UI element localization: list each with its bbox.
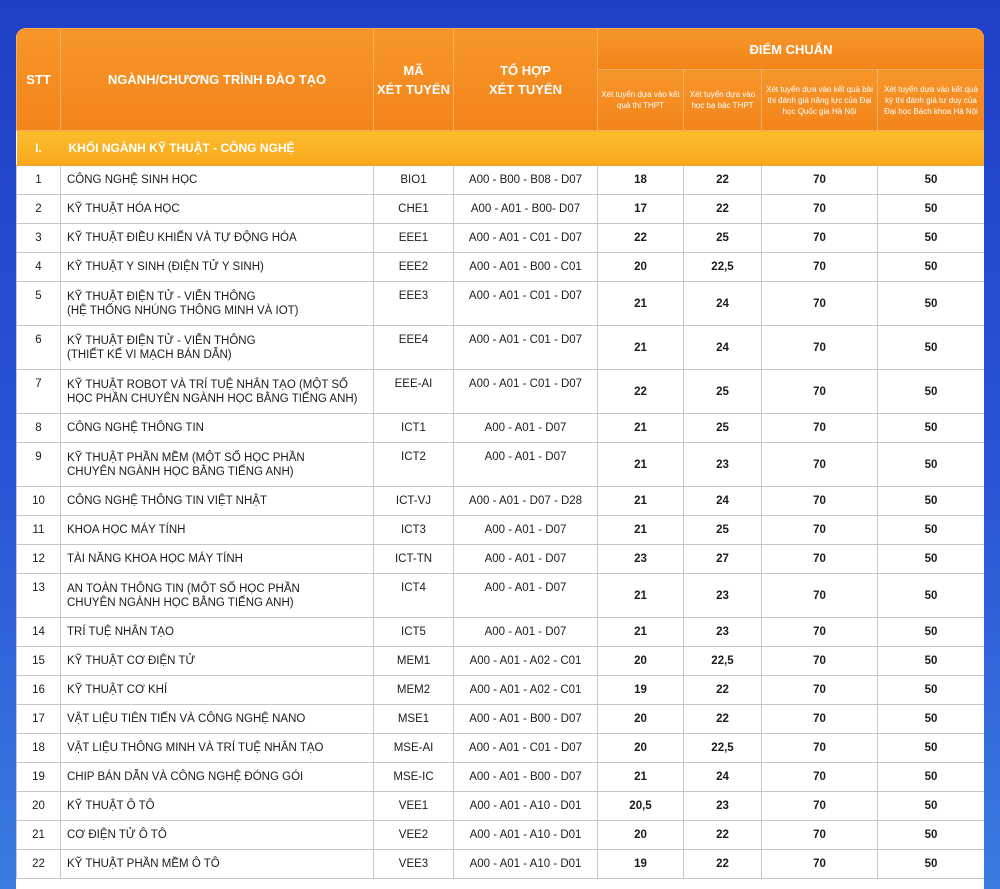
- row-code: ICT2: [374, 443, 454, 487]
- row-program-name: [61, 253, 374, 282]
- row-code: VEE2: [374, 821, 454, 850]
- row-stt: 18: [17, 734, 61, 763]
- row-program-name: [61, 618, 374, 647]
- table-row: [17, 850, 985, 879]
- row-score-hocba: 22: [684, 821, 762, 850]
- row-program-name-line2: HỌC PHẦN CHUYÊN NGÀNH HỌC BẰNG TIẾNG ANH): [67, 392, 358, 405]
- row-combo: A00 - A01 - D07: [454, 443, 598, 487]
- row-combo: A00 - A01 - C01 - D07: [454, 734, 598, 763]
- row-score-thpt: 20: [598, 253, 684, 282]
- row-program-name: [61, 763, 374, 792]
- row-score-dgtd: 50: [878, 443, 985, 487]
- row-code: ICT4: [374, 574, 454, 618]
- table-row: [17, 574, 985, 618]
- row-score-hocba: 22: [684, 676, 762, 705]
- row-stt: 11: [17, 516, 61, 545]
- row-score-dgnl: 70: [762, 676, 878, 705]
- row-score-thpt: 21: [598, 443, 684, 487]
- row-code: EEE-AI: [374, 370, 454, 414]
- row-stt: 1: [17, 166, 61, 195]
- row-program-name: [61, 414, 374, 443]
- row-combo: A00 - A01 - D07: [454, 618, 598, 647]
- row-code: ICT-TN: [374, 545, 454, 574]
- row-stt: 7: [17, 370, 61, 414]
- row-stt: 6: [17, 326, 61, 370]
- row-score-dgtd: 50: [878, 253, 985, 282]
- row-code: VEE1: [374, 792, 454, 821]
- row-code: EEE3: [374, 282, 454, 326]
- row-score-thpt: 20: [598, 821, 684, 850]
- row-score-thpt: 21: [598, 763, 684, 792]
- section-row: [17, 131, 985, 166]
- row-score-dgtd: 50: [878, 545, 985, 574]
- row-stt: 22: [17, 850, 61, 879]
- row-score-thpt: 22: [598, 224, 684, 253]
- row-program-name: [61, 705, 374, 734]
- row-program-name-line1: TÀI NĂNG KHOA HỌC MÁY TÍNH: [67, 553, 243, 565]
- row-score-dgtd: 50: [878, 516, 985, 545]
- row-combo: A00 - A01 - D07: [454, 574, 598, 618]
- header-program: NGÀNH/CHƯƠNG TRÌNH ĐÀO TẠO: [61, 29, 374, 131]
- row-score-dgnl: 70: [762, 516, 878, 545]
- row-score-hocba: 22: [684, 850, 762, 879]
- row-score-hocba: 23: [684, 443, 762, 487]
- row-score-hocba: 22,5: [684, 253, 762, 282]
- row-score-dgtd: 50: [878, 414, 985, 443]
- row-score-hocba: 25: [684, 370, 762, 414]
- row-score-dgnl: 70: [762, 705, 878, 734]
- row-score-thpt: 20: [598, 734, 684, 763]
- row-stt: 4: [17, 253, 61, 282]
- row-code: ICT5: [374, 618, 454, 647]
- row-score-thpt: 19: [598, 676, 684, 705]
- header-combo: TỔ HỢP XÉT TUYỂN: [454, 29, 598, 131]
- row-score-dgnl: 70: [762, 734, 878, 763]
- row-score-dgnl: 70: [762, 821, 878, 850]
- row-score-dgtd: 50: [878, 195, 985, 224]
- row-stt: 19: [17, 763, 61, 792]
- row-program-name: [61, 545, 374, 574]
- row-score-dgtd: 50: [878, 705, 985, 734]
- table-row: [17, 734, 985, 763]
- row-code: EEE4: [374, 326, 454, 370]
- row-program-name: [61, 850, 374, 879]
- table-row: [17, 792, 985, 821]
- row-combo: A00 - A01 - A10 - D01: [454, 792, 598, 821]
- row-code: CHE1: [374, 195, 454, 224]
- row-stt: 5: [17, 282, 61, 326]
- row-combo: A00 - A01 - C01 - D07: [454, 326, 598, 370]
- row-score-hocba: 25: [684, 414, 762, 443]
- row-score-hocba: 25: [684, 224, 762, 253]
- row-combo: A00 - B00 - B08 - D07: [454, 166, 598, 195]
- row-program-name-line1: KỸ THUẬT ĐIỆN TỬ - VIỄN THÔNG: [67, 290, 256, 303]
- row-combo: A00 - A01 - D07: [454, 516, 598, 545]
- row-score-dgnl: 70: [762, 253, 878, 282]
- row-score-dgtd: 50: [878, 370, 985, 414]
- row-score-dgnl: 70: [762, 574, 878, 618]
- row-score-dgtd: 50: [878, 618, 985, 647]
- row-program-name: [61, 792, 374, 821]
- admission-score-table-card: [16, 28, 984, 889]
- row-code: BIO1: [374, 166, 454, 195]
- table-row: [17, 618, 985, 647]
- row-score-dgnl: 70: [762, 647, 878, 676]
- row-combo: A00 - A01 - A10 - D01: [454, 821, 598, 850]
- table-row: [17, 414, 985, 443]
- row-program-name-line2: (HỆ THỐNG NHÚNG THÔNG MINH VÀ IOT): [67, 304, 299, 317]
- table-row: [17, 326, 985, 370]
- row-score-dgnl: 70: [762, 224, 878, 253]
- row-score-hocba: 22,5: [684, 647, 762, 676]
- row-code: ICT-VJ: [374, 487, 454, 516]
- row-score-hocba: 25: [684, 516, 762, 545]
- row-program-name: [61, 282, 374, 326]
- row-score-dgtd: 50: [878, 326, 985, 370]
- table-row: [17, 647, 985, 676]
- row-stt: 14: [17, 618, 61, 647]
- row-combo: A00 - A01 - A02 - C01: [454, 676, 598, 705]
- row-combo: A00 - A01 - B00- D07: [454, 195, 598, 224]
- row-score-thpt: 21: [598, 574, 684, 618]
- row-code: EEE1: [374, 224, 454, 253]
- row-program-name-line1: KỸ THUẬT Ô TÔ: [67, 800, 155, 812]
- row-score-thpt: 21: [598, 282, 684, 326]
- row-program-name-line2: CHUYÊN NGÀNH HỌC BẰNG TIẾNG ANH): [67, 596, 294, 609]
- row-program-name-line1: KỸ THUẬT HÓA HỌC: [67, 203, 180, 215]
- row-score-hocba: 24: [684, 487, 762, 516]
- row-score-dgtd: 50: [878, 224, 985, 253]
- row-program-name: [61, 516, 374, 545]
- row-combo: A00 - A01 - B00 - D07: [454, 705, 598, 734]
- row-score-dgtd: 50: [878, 792, 985, 821]
- row-score-dgnl: 70: [762, 166, 878, 195]
- row-score-dgnl: 70: [762, 282, 878, 326]
- row-program-name: [61, 326, 374, 370]
- row-score-dgtd: 50: [878, 487, 985, 516]
- row-combo: A00 - A01 - C01 - D07: [454, 282, 598, 326]
- row-score-dgtd: 50: [878, 850, 985, 879]
- row-stt: 20: [17, 792, 61, 821]
- row-program-name-line1: KỸ THUẬT PHẦN MỀM (MỘT SỐ HỌC PHẦN: [67, 451, 305, 464]
- table-row: [17, 443, 985, 487]
- table-row: [17, 253, 985, 282]
- table-row: [17, 370, 985, 414]
- row-score-hocba: 22: [684, 705, 762, 734]
- row-program-name-line1: KỸ THUẬT CƠ ĐIỆN TỬ: [67, 655, 196, 667]
- row-score-thpt: 20: [598, 647, 684, 676]
- row-code: ICT3: [374, 516, 454, 545]
- row-score-dgtd: 50: [878, 821, 985, 850]
- row-program-name-line1: VẬT LIỆU TIÊN TIẾN VÀ CÔNG NGHỆ NANO: [67, 713, 306, 725]
- row-score-dgtd: 50: [878, 166, 985, 195]
- row-score-hocba: 22: [684, 195, 762, 224]
- row-combo: A00 - A01 - A10 - D01: [454, 850, 598, 879]
- row-score-hocba: 27: [684, 545, 762, 574]
- row-score-hocba: 23: [684, 618, 762, 647]
- row-score-thpt: 21: [598, 516, 684, 545]
- row-program-name: [61, 166, 374, 195]
- row-program-name-line1: KHOA HỌC MÁY TÍNH: [67, 524, 186, 536]
- row-score-thpt: 20: [598, 705, 684, 734]
- row-program-name-line1: CÔNG NGHỆ SINH HỌC: [67, 174, 198, 186]
- row-score-thpt: 21: [598, 326, 684, 370]
- row-score-dgtd: 50: [878, 282, 985, 326]
- row-score-dgtd: 50: [878, 574, 985, 618]
- header-score-hocba: Xét tuyển dựa vào học bạ bậc THPT: [684, 70, 762, 131]
- row-program-name-line1: KỸ THUẬT Y SINH (ĐIỆN TỬ Y SINH): [67, 261, 264, 273]
- table-row: [17, 282, 985, 326]
- row-program-name-line1: AN TOÀN THÔNG TIN (MỘT SỐ HỌC PHẦN: [67, 582, 300, 595]
- row-combo: A00 - A01 - D07 - D28: [454, 487, 598, 516]
- table-row: [17, 705, 985, 734]
- row-score-dgtd: 50: [878, 676, 985, 705]
- row-program-name: [61, 734, 374, 763]
- row-code: MEM2: [374, 676, 454, 705]
- row-score-dgnl: 70: [762, 195, 878, 224]
- header-score-group: ĐIỂM CHUẨN: [598, 29, 985, 70]
- row-program-name: [61, 676, 374, 705]
- row-program-name: [61, 821, 374, 850]
- row-score-dgnl: 70: [762, 370, 878, 414]
- table-row: [17, 545, 985, 574]
- table-row: [17, 166, 985, 195]
- table-row: [17, 821, 985, 850]
- row-program-name-line1: KỸ THUẬT CƠ KHÍ: [67, 684, 168, 696]
- table-row: [17, 763, 985, 792]
- header-score-dgtd: Xét tuyển dựa vào kết quả kỳ thi đánh giá tư duy của Đại học Bách khoa Hà Nội: [878, 70, 985, 131]
- row-code: VEE3: [374, 850, 454, 879]
- row-stt: 21: [17, 821, 61, 850]
- row-score-hocba: 22,5: [684, 734, 762, 763]
- row-score-dgnl: 70: [762, 414, 878, 443]
- row-combo: A00 - A01 - D07: [454, 414, 598, 443]
- row-program-name: [61, 443, 374, 487]
- row-stt: 8: [17, 414, 61, 443]
- row-score-dgtd: 50: [878, 763, 985, 792]
- row-code: MSE-IC: [374, 763, 454, 792]
- row-score-thpt: 21: [598, 618, 684, 647]
- row-stt: 17: [17, 705, 61, 734]
- row-program-name-line1: KỸ THUẬT ROBOT VÀ TRÍ TUỆ NHÂN TẠO (MỘT SỐ: [67, 378, 348, 391]
- row-code: ICT1: [374, 414, 454, 443]
- row-score-thpt: 19: [598, 850, 684, 879]
- row-stt: 12: [17, 545, 61, 574]
- row-score-dgnl: 70: [762, 443, 878, 487]
- row-program-name: [61, 647, 374, 676]
- row-score-hocba: 22: [684, 166, 762, 195]
- header-score-thpt: Xét tuyển dựa vào kết quả thi THPT: [598, 70, 684, 131]
- header-code: MÃ XÉT TUYỂN: [374, 29, 454, 131]
- row-score-thpt: 18: [598, 166, 684, 195]
- row-score-hocba: 23: [684, 792, 762, 821]
- row-score-dgnl: 70: [762, 763, 878, 792]
- row-score-dgnl: 70: [762, 850, 878, 879]
- table-row: [17, 487, 985, 516]
- row-stt: 15: [17, 647, 61, 676]
- row-program-name-line2: (THIẾT KẾ VI MẠCH BÁN DẪN): [67, 348, 232, 361]
- row-score-thpt: 23: [598, 545, 684, 574]
- row-program-name-line1: KỸ THUẬT ĐIỀU KHIỂN VÀ TỰ ĐỘNG HÓA: [67, 232, 297, 244]
- row-score-dgnl: 70: [762, 545, 878, 574]
- row-program-name-line1: CƠ ĐIỆN TỬ Ô TÔ: [67, 829, 167, 841]
- row-score-dgnl: 70: [762, 792, 878, 821]
- row-score-hocba: 24: [684, 763, 762, 792]
- row-stt: 9: [17, 443, 61, 487]
- row-program-name: [61, 370, 374, 414]
- row-score-hocba: 23: [684, 574, 762, 618]
- header-score-dgnl: Xét tuyển dựa vào kết quả bài thi đánh giá năng lực của Đại học Quốc gia Hà Nội: [762, 70, 878, 131]
- row-program-name-line1: TRÍ TUỆ NHÂN TẠO: [67, 626, 174, 638]
- row-program-name: [61, 487, 374, 516]
- row-stt: 10: [17, 487, 61, 516]
- row-program-name-line1: CHIP BÁN DẪN VÀ CÔNG NGHỆ ĐÓNG GÓI: [67, 771, 304, 783]
- row-stt: 16: [17, 676, 61, 705]
- row-program-name-line1: CÔNG NGHỆ THÔNG TIN: [67, 422, 204, 434]
- row-score-dgtd: 50: [878, 734, 985, 763]
- row-score-dgnl: 70: [762, 487, 878, 516]
- section-title: KHỐI NGÀNH KỸ THUẬT - CÔNG NGHỆ: [61, 131, 985, 166]
- row-code: EEE2: [374, 253, 454, 282]
- row-program-name-line1: KỸ THUẬT PHẦN MỀM Ô TÔ: [67, 858, 220, 870]
- row-program-name: [61, 574, 374, 618]
- row-score-hocba: 24: [684, 282, 762, 326]
- header-stt: STT: [17, 29, 61, 131]
- row-program-name-line2: CHUYÊN NGÀNH HỌC BẰNG TIẾNG ANH): [67, 465, 294, 478]
- row-score-thpt: 21: [598, 487, 684, 516]
- row-stt: 2: [17, 195, 61, 224]
- row-stt: 3: [17, 224, 61, 253]
- row-score-thpt: 17: [598, 195, 684, 224]
- table-row: [17, 195, 985, 224]
- row-score-thpt: 20,5: [598, 792, 684, 821]
- row-score-dgnl: 70: [762, 618, 878, 647]
- row-program-name-line1: CÔNG NGHỆ THÔNG TIN VIỆT NHẬT: [67, 495, 267, 507]
- row-combo: A00 - A01 - A02 - C01: [454, 647, 598, 676]
- row-score-thpt: 21: [598, 414, 684, 443]
- row-code: MSE1: [374, 705, 454, 734]
- table-row: [17, 516, 985, 545]
- row-score-dgtd: 50: [878, 647, 985, 676]
- row-combo: A00 - A01 - D07: [454, 545, 598, 574]
- row-score-hocba: 24: [684, 326, 762, 370]
- row-combo: A00 - A01 - B00 - C01: [454, 253, 598, 282]
- row-score-thpt: 22: [598, 370, 684, 414]
- section-number: I.: [17, 131, 61, 166]
- row-score-dgnl: 70: [762, 326, 878, 370]
- row-program-name: [61, 224, 374, 253]
- row-program-name: [61, 195, 374, 224]
- row-program-name-line1: KỸ THUẬT ĐIỆN TỬ - VIỄN THÔNG: [67, 334, 256, 347]
- row-code: MEM1: [374, 647, 454, 676]
- row-combo: A00 - A01 - B00 - D07: [454, 763, 598, 792]
- row-combo: A00 - A01 - C01 - D07: [454, 370, 598, 414]
- row-combo: A00 - A01 - C01 - D07: [454, 224, 598, 253]
- table-row: [17, 676, 985, 705]
- row-stt: 13: [17, 574, 61, 618]
- admission-score-table: [16, 28, 984, 879]
- table-row: [17, 224, 985, 253]
- row-program-name-line1: VẬT LIỆU THÔNG MINH VÀ TRÍ TUỆ NHÂN TẠO: [67, 742, 324, 754]
- row-code: MSE-AI: [374, 734, 454, 763]
